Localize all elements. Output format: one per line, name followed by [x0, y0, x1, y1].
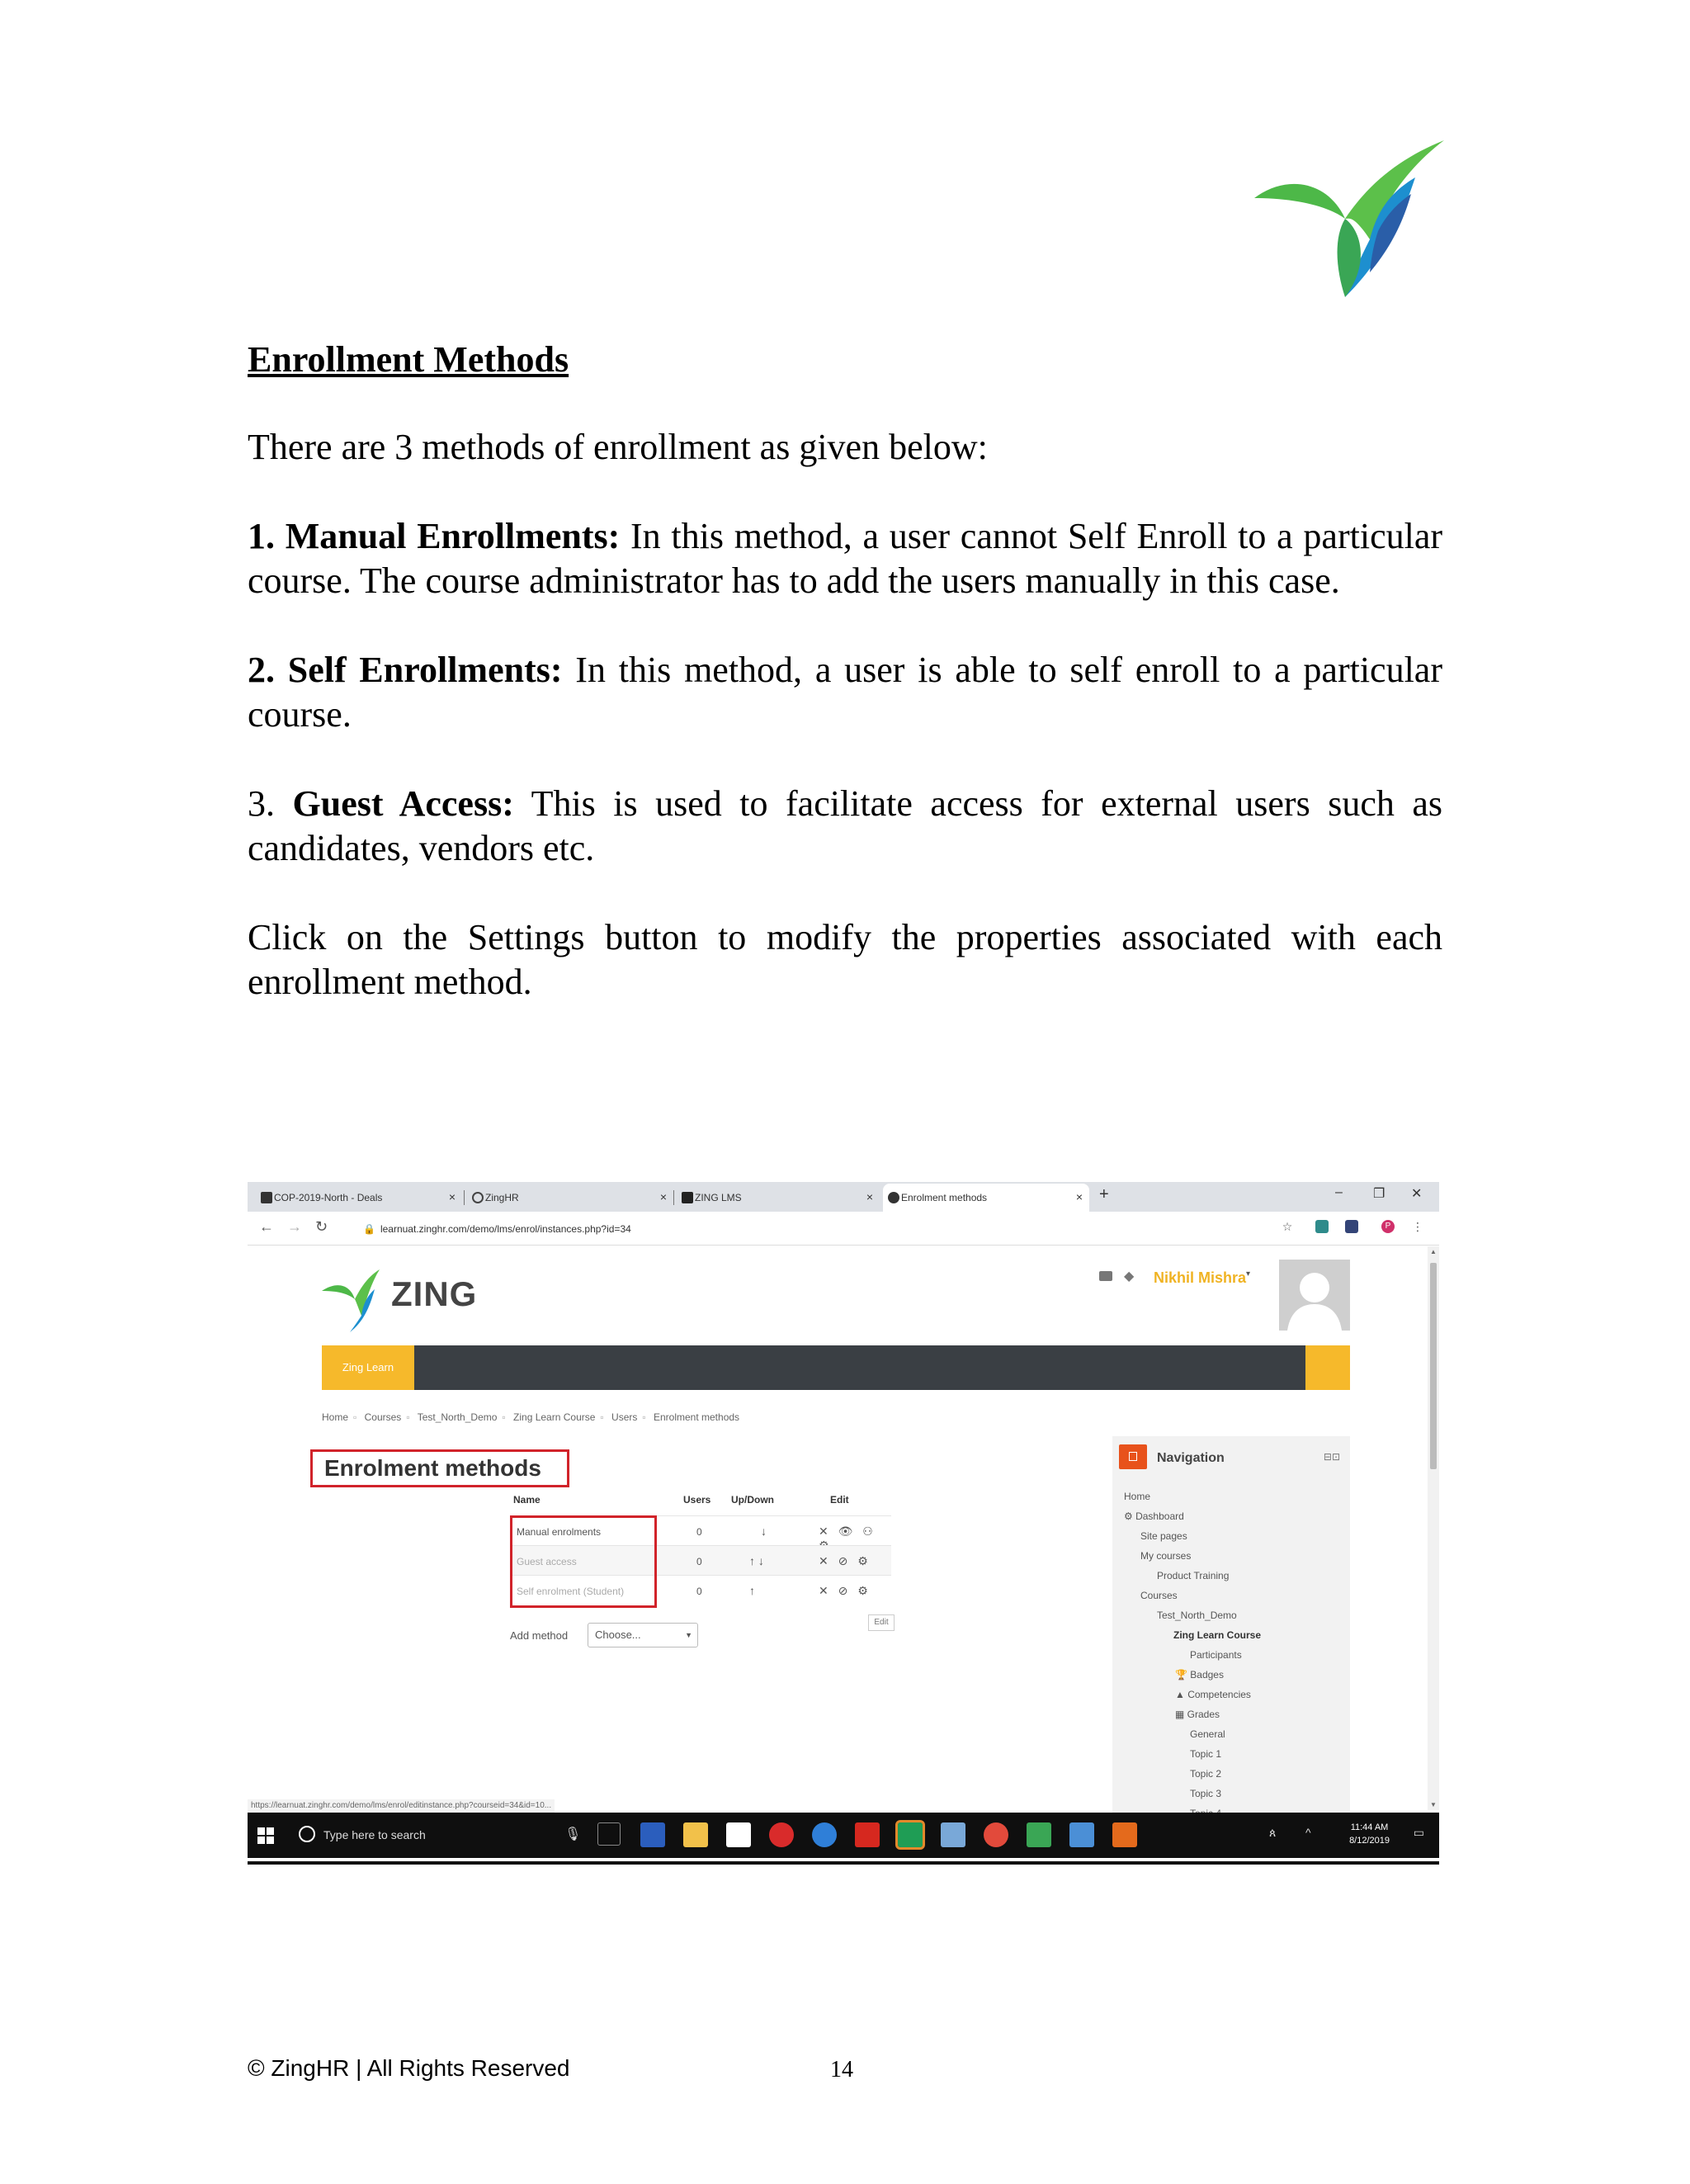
- enrolment-users: 0: [696, 1556, 702, 1567]
- extension-icon[interactable]: [1315, 1220, 1329, 1233]
- task-view-icon[interactable]: [597, 1822, 621, 1846]
- nav-item-test-north-demo[interactable]: Test_North_Demo: [1157, 1610, 1237, 1621]
- breadcrumb-item: Enrolment methods: [653, 1411, 740, 1423]
- close-icon[interactable]: ×: [1075, 1190, 1083, 1203]
- nav-item-label: Dashboard: [1135, 1510, 1184, 1522]
- highlight-box: [510, 1515, 657, 1608]
- chrome-icon[interactable]: [984, 1822, 1008, 1847]
- acrobat-icon[interactable]: [855, 1822, 880, 1847]
- method-self-lead: 2. Self Enrollments:: [248, 649, 563, 690]
- browser-tab-deals[interactable]: [256, 1184, 462, 1212]
- course-nav-strip: [322, 1345, 1350, 1390]
- back-arrow-icon[interactable]: ←: [259, 1218, 274, 1235]
- method-self-paragraph: [248, 648, 1442, 737]
- restore-button[interactable]: ❐: [1373, 1187, 1386, 1201]
- clock-date: 8/12/2019: [1349, 1836, 1390, 1846]
- word-icon[interactable]: [640, 1822, 665, 1847]
- windows-start-icon[interactable]: [257, 1827, 274, 1844]
- browser-tab-zing-lms[interactable]: [677, 1184, 880, 1212]
- address-bar: [248, 1212, 1439, 1246]
- browser-tab-enrolment-methods[interactable]: [883, 1184, 1089, 1212]
- intro-paragraph: There are 3 methods of enrollment as given below:: [248, 426, 988, 467]
- tab-label: COP-2019-North - Deals: [274, 1192, 383, 1203]
- nav-item-competencies[interactable]: [1175, 1689, 1251, 1700]
- star-icon[interactable]: ☆: [1282, 1220, 1293, 1233]
- edge-icon[interactable]: [812, 1822, 837, 1847]
- forward-arrow-icon[interactable]: →: [287, 1218, 302, 1235]
- menu-icon[interactable]: ⋮: [1412, 1220, 1423, 1233]
- store-icon[interactable]: [726, 1822, 751, 1847]
- chevron-down-icon: ▼: [685, 1631, 692, 1639]
- enrolment-name: Manual enrolments: [517, 1526, 602, 1538]
- nav-item-topic-2[interactable]: Topic 2: [1190, 1768, 1222, 1780]
- windows-taskbar: [248, 1813, 1439, 1858]
- enrolment-name: Self enrolment (Student): [517, 1586, 625, 1597]
- tab-separator: [673, 1190, 674, 1205]
- profile-avatar[interactable]: P: [1381, 1220, 1395, 1233]
- minimize-button[interactable]: –: [1335, 1185, 1343, 1199]
- breadcrumb-item[interactable]: Zing Learn Course: [513, 1411, 596, 1423]
- extension-icon[interactable]: [1345, 1220, 1358, 1233]
- footer-copyright: © ZingHR | All Rights Reserved: [248, 2055, 570, 2081]
- grades-icon: ▦: [1175, 1709, 1187, 1720]
- nav-item-grades[interactable]: [1175, 1709, 1220, 1720]
- globe-icon: [472, 1192, 484, 1203]
- enrolment-users: 0: [696, 1526, 702, 1538]
- breadcrumb: Home ▫ Courses ▫ Test_North_Demo ▫ Zing Learn Course ▫ Users ▫ Enrolment methods: [322, 1411, 740, 1423]
- action-center-icon[interactable]: ▭: [1413, 1826, 1424, 1839]
- method-guest-paragraph: [248, 782, 1442, 871]
- nav-item-label: Badges: [1190, 1669, 1224, 1681]
- taskbar-search[interactable]: Type here to search: [323, 1828, 426, 1841]
- nav-item-courses[interactable]: Courses: [1140, 1590, 1178, 1601]
- navigation-title: Navigation: [1157, 1451, 1225, 1465]
- move-up-icon[interactable]: ↑: [749, 1584, 755, 1597]
- competencies-icon: ▲: [1175, 1689, 1188, 1700]
- message-icon[interactable]: [1099, 1271, 1112, 1281]
- method-self-text: In this method, a user is able to self enroll to a particular course.: [248, 649, 1442, 735]
- select-value: Choose...: [595, 1629, 641, 1641]
- file-explorer-icon[interactable]: [683, 1822, 708, 1847]
- add-method-select[interactable]: [588, 1623, 698, 1647]
- close-window-button[interactable]: ✕: [1411, 1187, 1423, 1201]
- close-icon[interactable]: ×: [866, 1190, 873, 1203]
- url-field[interactable]: [363, 1223, 631, 1235]
- enrolment-name: Guest access: [517, 1556, 577, 1567]
- block-controls-icon[interactable]: ⊟⊡: [1323, 1451, 1340, 1463]
- app-icon[interactable]: [941, 1822, 965, 1847]
- scrollbar-thumb[interactable]: [1430, 1263, 1437, 1469]
- column-header-updown: Up/Down: [731, 1494, 774, 1506]
- breadcrumb-item[interactable]: Courses: [364, 1411, 402, 1423]
- column-header-edit: Edit: [830, 1494, 849, 1506]
- column-header-name: Name: [513, 1494, 541, 1506]
- zing-brand-text: ZING: [391, 1274, 478, 1313]
- nav-item-dashboard[interactable]: [1124, 1510, 1184, 1522]
- nav-item-general[interactable]: General: [1190, 1728, 1225, 1740]
- document-body: [248, 338, 1442, 1049]
- column-header-users: Users: [683, 1494, 711, 1506]
- dashboard-icon: ⚙: [1124, 1510, 1136, 1522]
- lock-icon: 🔒: [363, 1223, 375, 1235]
- powerpoint-icon[interactable]: [1112, 1822, 1137, 1847]
- p-icon: [261, 1192, 272, 1203]
- move-down-icon[interactable]: ↓: [761, 1525, 767, 1538]
- nav-item-label: Grades: [1187, 1709, 1220, 1720]
- opera-icon[interactable]: [769, 1822, 794, 1847]
- nav-item-topic-1[interactable]: Topic 1: [1190, 1748, 1222, 1760]
- navigation-icon: [1119, 1444, 1147, 1469]
- trophy-icon: 🏆: [1175, 1669, 1191, 1681]
- tab-label: Enrolment methods: [901, 1192, 988, 1203]
- microphone-icon[interactable]: 🎙: [564, 1827, 582, 1841]
- edit-actions[interactable]: ✕ ⊘ ⚙: [819, 1554, 871, 1567]
- method-manual-text: In this method, a user cannot Self Enroll to a particular course. The course administrator has to add the users manually in this case.: [248, 515, 1443, 601]
- method-manual-lead: 1. Manual Enrollments:: [248, 515, 621, 556]
- breadcrumb-item[interactable]: Test_North_Demo: [417, 1411, 498, 1423]
- taskbar-clock[interactable]: [1349, 1821, 1390, 1847]
- tab-separator: [464, 1190, 465, 1205]
- freshdesk-icon[interactable]: [898, 1822, 923, 1847]
- breadcrumb-item[interactable]: Home: [322, 1411, 349, 1423]
- zinghr-logo: [1254, 140, 1444, 297]
- edit-actions[interactable]: ✕ ⊘ ⚙: [819, 1584, 871, 1597]
- document-title: Enrollment Methods: [248, 339, 569, 380]
- reload-icon[interactable]: ↻: [315, 1218, 328, 1235]
- nav-item-site-pages[interactable]: Site pages: [1140, 1530, 1187, 1542]
- method-guest-text: This is used to facilitate access for external users such as candidates, vendors etc.: [248, 782, 1443, 868]
- zing-learn-tab[interactable]: Zing Learn: [322, 1345, 414, 1390]
- zing-logo-icon: [322, 1266, 380, 1332]
- user-silhouette-icon: [1279, 1260, 1350, 1331]
- navigation-block: [1112, 1436, 1350, 1816]
- caret-down-icon: ▾: [1246, 1269, 1251, 1279]
- cortana-icon[interactable]: [299, 1826, 315, 1842]
- status-url: https://learnuat.zinghr.com/demo/lms/enrol/editinstance.php?courseid=34&id=10...: [248, 1799, 555, 1813]
- nav-item-badges[interactable]: [1175, 1669, 1224, 1681]
- page-scrollbar[interactable]: [1428, 1246, 1439, 1810]
- nav-item-participants[interactable]: Participants: [1190, 1649, 1242, 1661]
- method-guest-lead: Guest Access:: [292, 782, 514, 824]
- nav-item-zing-learn-course[interactable]: Zing Learn Course: [1173, 1629, 1262, 1641]
- m-icon: [682, 1192, 693, 1203]
- method-guest-number: 3.: [248, 782, 293, 824]
- tab-label: ZingHR: [485, 1192, 519, 1203]
- breadcrumb-item[interactable]: Users: [611, 1411, 638, 1423]
- browser-tab-bar: [248, 1182, 1439, 1212]
- people-icon[interactable]: ጰ: [1269, 1826, 1277, 1839]
- user-name: Nikhil Mishra: [1154, 1269, 1247, 1286]
- new-tab-button[interactable]: +: [1099, 1185, 1109, 1203]
- nav-item-my-courses[interactable]: My courses: [1140, 1550, 1192, 1562]
- edit-actions[interactable]: ✕ 👁 ⚇: [819, 1525, 876, 1538]
- embedded-screenshot: [248, 1182, 1439, 1865]
- add-method-label: Add method: [510, 1629, 569, 1642]
- notification-icon[interactable]: ◆: [1124, 1269, 1135, 1283]
- close-icon[interactable]: ×: [448, 1190, 456, 1203]
- tab-label: ZING LMS: [695, 1192, 742, 1203]
- user-menu[interactable]: [1154, 1269, 1250, 1287]
- app-icon[interactable]: [1027, 1822, 1051, 1847]
- url-text: learnuat.zinghr.com/demo/lms/enrol/instances.php?id=34: [380, 1223, 631, 1235]
- scroll-up-icon[interactable]: ▲: [1430, 1248, 1437, 1255]
- method-manual-paragraph: [248, 514, 1442, 603]
- edit-tooltip: Edit: [868, 1614, 895, 1631]
- nav-item-home[interactable]: Home: [1124, 1491, 1151, 1502]
- app-icon[interactable]: [1069, 1822, 1094, 1847]
- close-icon[interactable]: ×: [659, 1190, 667, 1203]
- nav-strip-end: [1305, 1345, 1350, 1390]
- scroll-down-icon[interactable]: ▼: [1430, 1801, 1437, 1808]
- chevron-up-icon[interactable]: ^: [1305, 1826, 1311, 1839]
- enrolment-users: 0: [696, 1586, 702, 1597]
- moodle-icon: [888, 1192, 899, 1203]
- nav-item-topic-3[interactable]: Topic 3: [1190, 1788, 1222, 1799]
- move-up-down-icon[interactable]: ↑ ↓: [749, 1554, 764, 1567]
- nav-item-product-training[interactable]: Product Training: [1157, 1570, 1230, 1581]
- closing-paragraph: Click on the Settings button to modify the properties associated with each enrollment method.: [248, 916, 1442, 1002]
- browser-tab-zinghr[interactable]: [467, 1184, 673, 1212]
- page-title: Enrolment methods: [310, 1449, 569, 1487]
- avatar[interactable]: [1279, 1260, 1350, 1331]
- page-number: 14: [830, 2057, 853, 2082]
- nav-item-label: Competencies: [1187, 1689, 1251, 1700]
- clock-time: 11:44 AM: [1350, 1822, 1389, 1832]
